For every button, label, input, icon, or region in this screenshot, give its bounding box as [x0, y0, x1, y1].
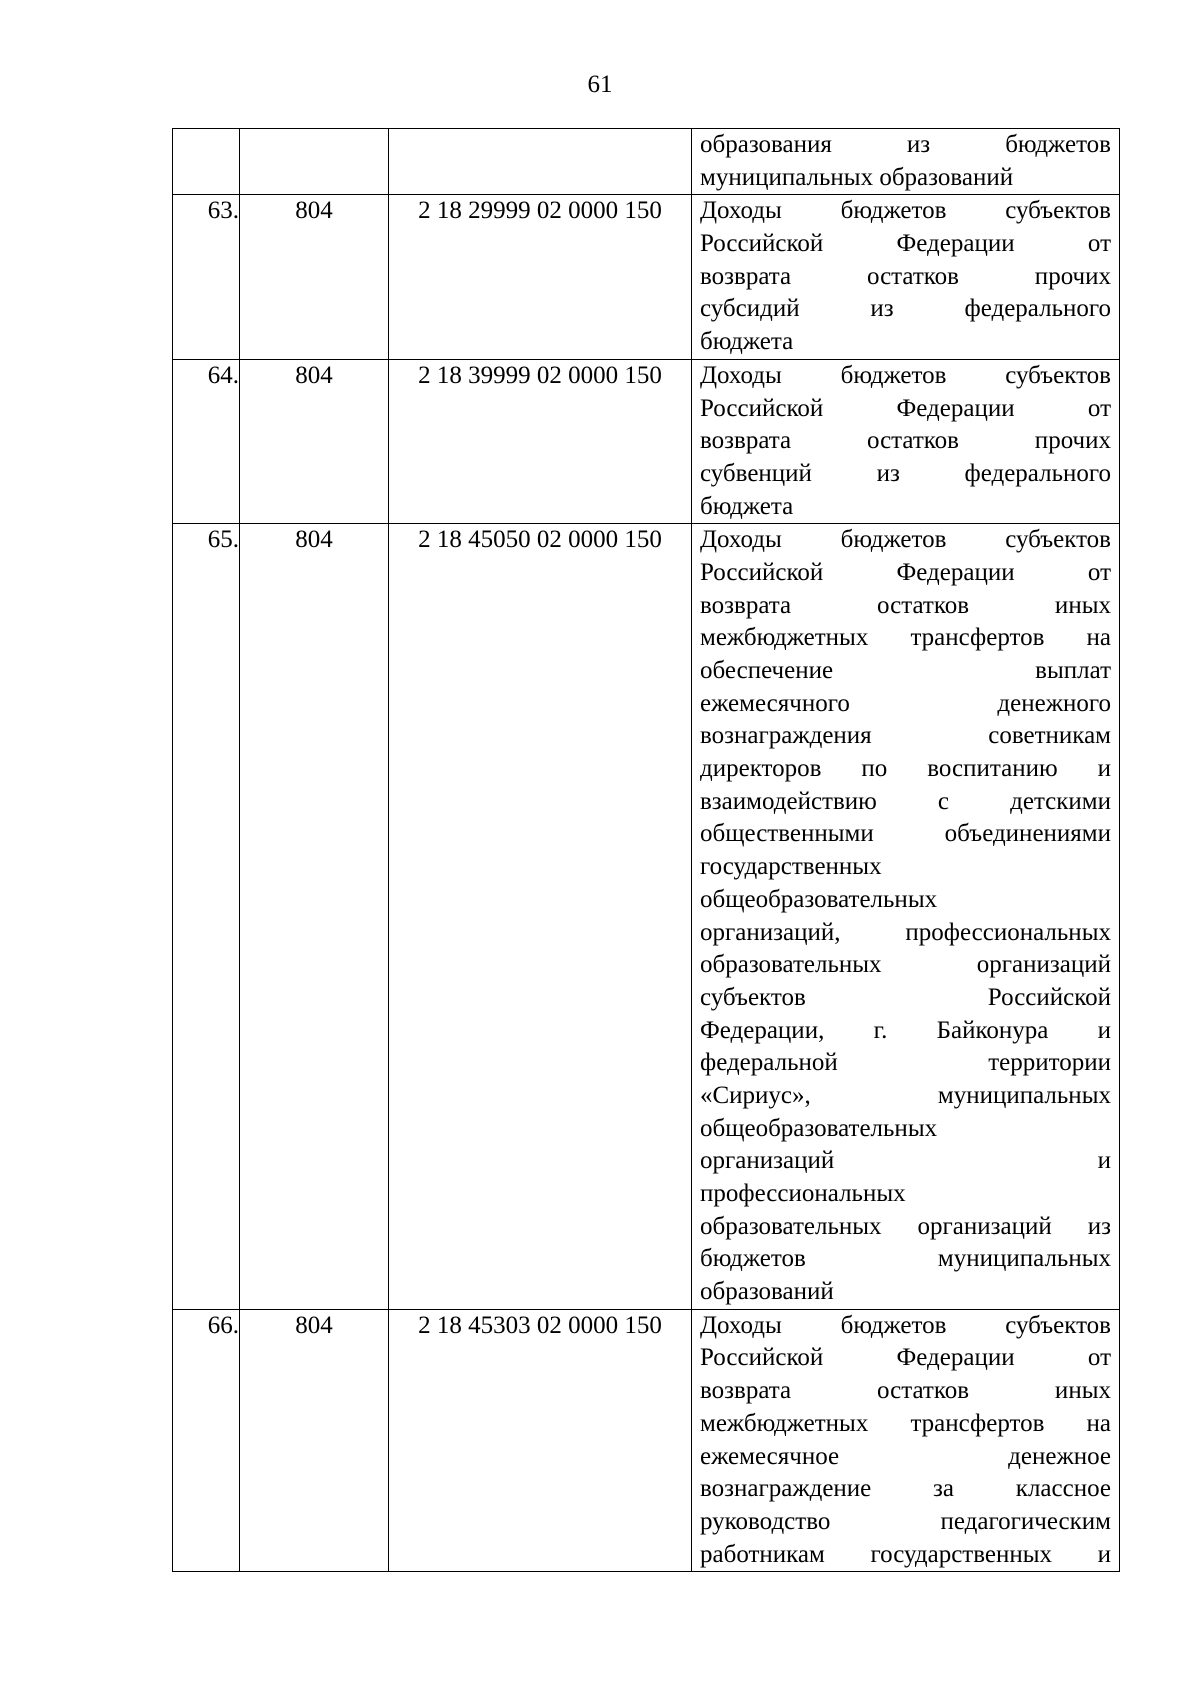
description-line: бюджета — [700, 492, 794, 520]
description-cell — [692, 1309, 1120, 1572]
description-line: образований — [700, 1278, 834, 1306]
admin-code-cell: 804 — [240, 524, 389, 1310]
row-number-cell: 63. — [173, 195, 240, 359]
description-line: ежемесячного денежного — [700, 689, 1111, 717]
table-row — [173, 129, 1120, 195]
description-line: образовательных организаций — [700, 951, 1111, 979]
table-row — [173, 1309, 1120, 1572]
row-number-cell: 65. — [173, 524, 240, 1310]
description-line: ежемесячное денежное — [700, 1442, 1111, 1470]
row-number-cell — [173, 129, 240, 195]
description-line: возврата остатков иных — [700, 1377, 1111, 1405]
description-line: межбюджетных трансфертов на — [700, 1409, 1111, 1437]
admin-code-cell — [240, 129, 389, 195]
description-line: государственных — [700, 853, 882, 881]
budget-revenue-table — [172, 128, 1120, 1572]
admin-code-cell: 804 — [240, 195, 389, 359]
description-line: Федерации, г. Байконура и — [700, 1016, 1111, 1044]
description-line: Доходы бюджетов субъектов — [700, 361, 1111, 389]
description-line: организаций, профессиональных — [700, 918, 1111, 946]
description-line: взаимодействию с детскими — [700, 787, 1111, 815]
description-line: «Сириус», муниципальных — [700, 1081, 1111, 1109]
description-line: образовательных организаций из — [700, 1212, 1111, 1240]
description-line: субъектов Российской — [700, 983, 1111, 1011]
table-row — [173, 524, 1120, 1310]
description-cell — [692, 524, 1120, 1310]
description-line: возврата остатков прочих — [700, 262, 1111, 290]
description-line: субсидий из федерального — [700, 295, 1111, 323]
description-line: обеспечение выплат — [700, 657, 1111, 684]
revenue-code-cell: 2 18 29999 02 0000 150 — [389, 195, 692, 359]
row-number-cell: 66. — [173, 1309, 240, 1572]
description-line: Российской Федерации от — [700, 230, 1111, 258]
description-line: бюджетов муниципальных — [700, 1245, 1111, 1273]
description-line: Российской Федерации от — [700, 394, 1111, 422]
description-line: образования из бюджетов — [700, 131, 1111, 158]
description-line: межбюджетных трансфертов на — [700, 624, 1111, 652]
description-line: общеобразовательных — [700, 885, 938, 913]
description-line: Российской Федерации от — [700, 1344, 1111, 1372]
admin-code-cell: 804 — [240, 1309, 389, 1572]
description-line: Доходы бюджетов субъектов — [700, 197, 1111, 225]
description-line: субвенций из федерального — [700, 459, 1111, 487]
description-line: возврата остатков прочих — [700, 427, 1111, 455]
description-cell — [692, 359, 1120, 523]
description-line: общественными объединениями — [700, 820, 1111, 848]
description-line: вознаграждение за классное — [700, 1475, 1111, 1503]
description-line: общеобразовательных — [700, 1114, 938, 1142]
description-line: возврата остатков иных — [700, 591, 1111, 619]
description-line: работникам государственных и — [700, 1540, 1111, 1568]
table-body — [173, 129, 1120, 1572]
description-line: руководство педагогическим — [700, 1507, 1111, 1535]
description-cell — [692, 195, 1120, 359]
description-line: организаций и — [700, 1147, 1111, 1175]
description-cell — [692, 129, 1120, 195]
description-line: директоров по воспитанию и — [700, 755, 1111, 783]
revenue-code-cell: 2 18 45303 02 0000 150 — [389, 1309, 692, 1572]
table-row — [173, 359, 1120, 523]
description-line: Доходы бюджетов субъектов — [700, 526, 1111, 554]
description-line: федеральной территории — [700, 1049, 1111, 1077]
revenue-code-cell — [389, 129, 692, 195]
description-line: Доходы бюджетов субъектов — [700, 1311, 1111, 1339]
description-line: муниципальных образований — [700, 163, 1014, 191]
page-number: 61 — [587, 71, 613, 98]
description-line: Российской Федерации от — [700, 558, 1111, 586]
revenue-code-cell: 2 18 45050 02 0000 150 — [389, 524, 692, 1310]
description-line: вознаграждения советникам — [700, 722, 1111, 750]
description-line: бюджета — [700, 328, 794, 356]
description-line: профессиональных — [700, 1180, 906, 1207]
revenue-code-cell: 2 18 39999 02 0000 150 — [389, 359, 692, 523]
admin-code-cell: 804 — [240, 359, 389, 523]
row-number-cell: 64. — [173, 359, 240, 523]
table-row — [173, 195, 1120, 359]
